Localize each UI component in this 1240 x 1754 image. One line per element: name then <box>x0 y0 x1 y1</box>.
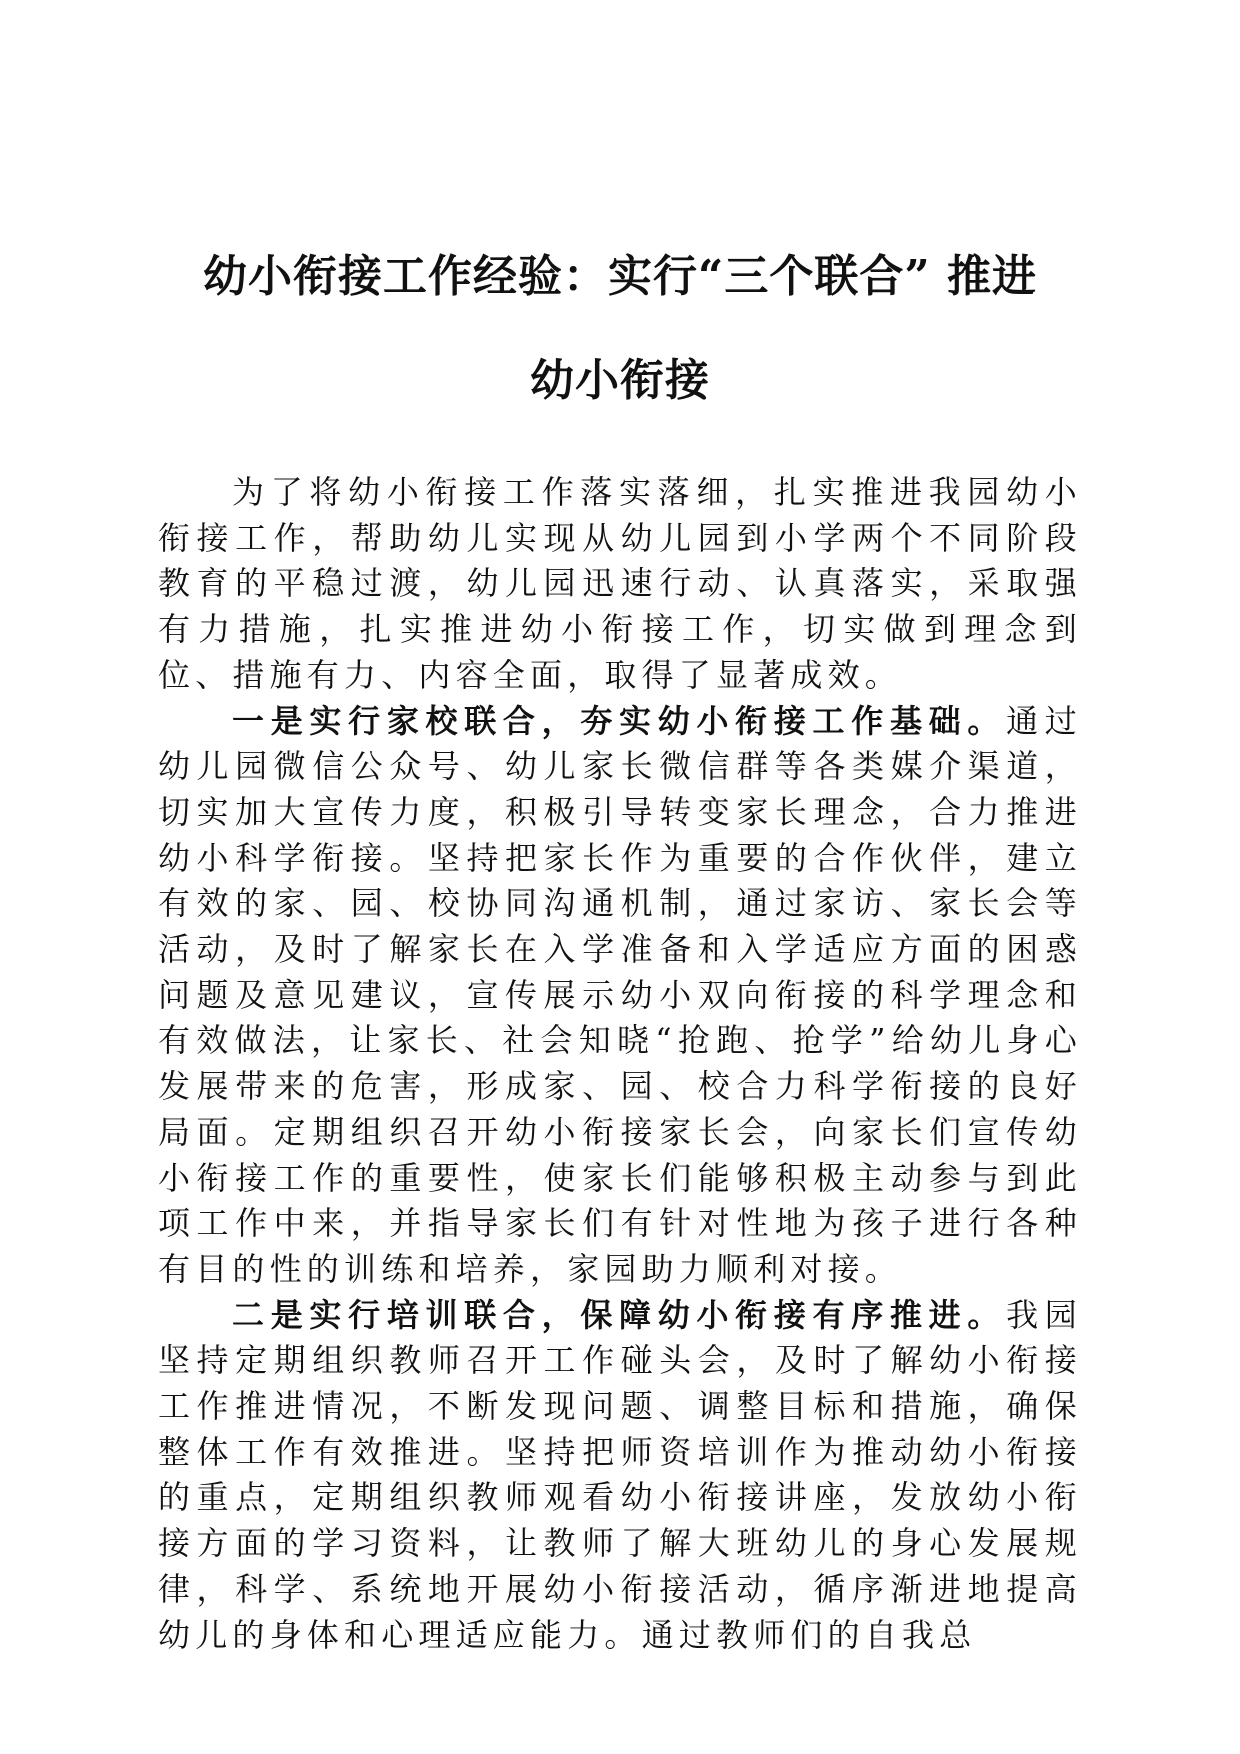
paragraph-intro-text: 为了将幼小衔接工作落实落细，扎实推进我园幼小衔接工作，帮助幼儿实现从幼儿园到小学两个不同阶段教育的平稳过渡，幼儿园迅速行动、认真落实，采取强有力措施，扎实推进幼小衔接工作，切实做到理念到位、措施有力、内容全面，取得了显著成效。 <box>158 473 1082 694</box>
title-line-1: 幼小衔接工作经验：实行“三个联合” 推进 <box>203 251 1037 302</box>
paragraph-home-school-text: 通过幼儿园微信公众号、幼儿家长微信群等各类媒介渠道，切实加大宣传力度，积极引导转变家长理念，合力推进幼小科学衔接。坚持把家长作为重要的合作伙伴，建立有效的家、园、校协同沟通机制，通过家访、家长会等活动，及时了解家长在入学准备和入学适应方面的困惑问题及意见建议，宣传展示幼小双向衔接的科学理念和有效做法，让家长、社会知晓“抢跑、抢学”给幼儿身心发展带来的危害，形成家、园、校合力科学衔接的良好局面。定期组织召开幼小衔接家长会，向家长们宣传幼小衔接工作的重要性，使家长们能够积极主动参与到此项工作中来，并指导家长们有针对性地为孩子进行各种有目的性的训练和培养，家园助力顺利对接。 <box>158 701 1082 1288</box>
document-title <box>150 225 1090 433</box>
paragraph-home-school <box>158 699 1082 1293</box>
paragraph-training-heading: 二是实行培训联合，保障幼小衔接有序推进。 <box>232 1295 1007 1334</box>
title-line-2: 幼小衔接 <box>530 355 710 406</box>
paragraph-training <box>158 1293 1082 1659</box>
paragraph-home-school-heading: 一是实行家校联合，夯实幼小衔接工作基础。 <box>232 701 1007 740</box>
paragraph-training-text: 我园坚持定期组织教师召开工作碰头会，及时了解幼小衔接工作推进情况，不断发现问题、调整目标和措施，确保整体工作有效推进。坚持把师资培训作为推动幼小衔接的重点，定期组织教师观看幼小衔接讲座，发放幼小衔接方面的学习资料，让教师了解大班幼儿的身心发展规律，科学、系统地开展幼小衔接活动，循序渐进地提高幼儿的身体和心理适应能力。通过教师们的自我总 <box>158 1295 1082 1654</box>
document-body <box>158 470 1082 1658</box>
paragraph-intro <box>158 470 1082 699</box>
